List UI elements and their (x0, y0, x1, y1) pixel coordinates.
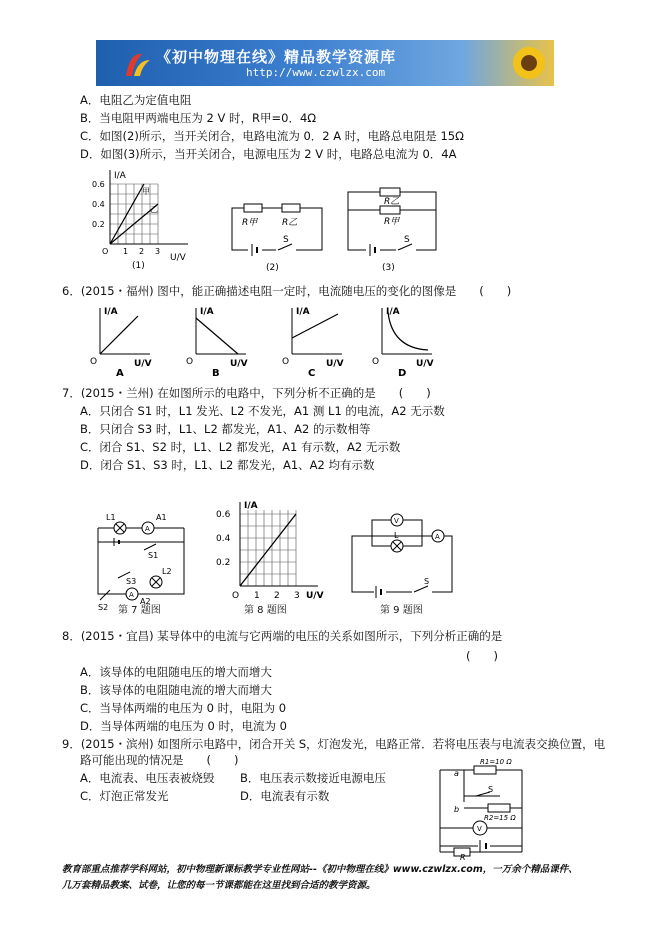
q8-figure-graph (208, 500, 338, 600)
q8-stem: 8．(2015・宜昌) 某导体中的电流与它两端的电压的关系如图所示，下列分析正确的是 (62, 629, 503, 643)
svg-text:L2: L2 (162, 567, 172, 576)
svg-text:3: 3 (294, 591, 300, 600)
banner-title: 《初中物理在线》精品教学资源库 (156, 48, 397, 66)
svg-text:U/V: U/V (230, 359, 248, 369)
q7-option-a: A．只闭合 S1 时，L1 发光、L2 不发光，A1 测 L1 的电流，A2 无示数 (80, 404, 445, 418)
svg-text:1: 1 (254, 591, 260, 600)
q7-option-d: D．闭合 S1、S3 时，L1、L2 都发光，A1、A2 均有示数 (80, 458, 375, 472)
site-logo-icon (122, 48, 152, 80)
svg-text:A1: A1 (156, 513, 167, 522)
svg-text:V: V (477, 825, 482, 833)
q6-stem: 6．(2015・福州) 图中，能正确描述电阻一定时，电流随电压的变化的图像是 ( ) (62, 284, 512, 298)
svg-text:V: V (394, 517, 399, 525)
q5-fig3-switch: S (404, 235, 410, 245)
q5-fig1-ytick: 0.6 (92, 180, 105, 189)
fig9-caption: 第 9 题图 (380, 605, 423, 616)
q9-figure-circuit-small (348, 508, 460, 600)
svg-text:B: B (212, 368, 220, 378)
svg-text:R2=15 Ω: R2=15 Ω (484, 814, 516, 822)
svg-text:U/V: U/V (326, 359, 344, 369)
footer-line1: 教育部重点推荐学科网站，初中物理新课标教学专业性网站--《初中物理在线》www.czwlzx.com，一万余个精品课件、 (62, 864, 578, 875)
svg-text:A: A (145, 525, 150, 533)
svg-text:S2: S2 (98, 603, 109, 612)
q5-option-b: B．当电阻甲两端电压为 2 V 时，R甲=0．4Ω (80, 111, 317, 125)
q6-graph-c (282, 307, 344, 378)
svg-text:S: S (424, 577, 430, 586)
q5-fig3-r2: R甲 (384, 217, 400, 227)
q5-fig1-xtick: 3 (155, 247, 161, 256)
switch-icon (100, 590, 110, 600)
q5-fig1-origin: O (102, 247, 109, 256)
q5-fig3-caption: (3) (382, 263, 395, 272)
footer-line2: 几万套精品教案、试卷，让您的每一节课都能在这里找到合适的教学资源。 (62, 880, 376, 891)
svg-text:S: S (488, 785, 494, 794)
svg-text:I/A: I/A (296, 307, 310, 317)
resistor-r2 (488, 804, 510, 812)
q5-fig1-ytick: 0.2 (92, 220, 105, 229)
svg-text:L1: L1 (106, 513, 116, 522)
resistor-yi (282, 204, 300, 212)
q6-graph-b (186, 307, 248, 378)
q7-stem: 7．(2015・兰州) 在如图所示的电路中，下列分析不正确的是 ( ) (62, 386, 431, 400)
q7-option-b: B．只闭合 S3 时，L1、L2 都发光，A1、A2 的示数相等 (80, 422, 371, 436)
banner-url[interactable]: http://www.czwlzx.com (246, 66, 386, 79)
q5-figure-2-series-circuit (226, 190, 332, 272)
q5-fig1-ylabel: I/A (114, 171, 126, 181)
svg-text:a: a (454, 769, 459, 778)
q9-option-a: A．电流表、电压表被烧毁 (80, 771, 215, 785)
svg-text:D: D (398, 368, 407, 378)
q5-figure-3-parallel-circuit (344, 182, 444, 272)
svg-text:U/V: U/V (416, 359, 434, 369)
fig7-caption: 第 7 题图 (118, 605, 161, 616)
svg-text:A: A (116, 368, 124, 378)
q6-graph-a (90, 307, 152, 378)
q5-fig1-xlabel: U/V (170, 253, 186, 263)
q8-option-b: B．该导体的电阻随电流的增大而增大 (80, 683, 272, 697)
svg-text:R1=10 Ω: R1=10 Ω (480, 758, 512, 766)
q5-fig1-grid (110, 184, 158, 244)
resistor-yi (380, 188, 400, 196)
svg-text:I/A: I/A (200, 307, 214, 317)
q8-option-d: D．当导体两端的电压为 0 时，电流为 0 (80, 719, 287, 733)
q5-fig1-label-jia: 甲 (142, 187, 150, 196)
svg-text:L: L (394, 531, 399, 540)
svg-text:0.6: 0.6 (216, 510, 231, 520)
fig8-caption: 第 8 题图 (244, 605, 287, 616)
q5-figure-1-graph (88, 166, 204, 270)
q5-fig2-r1: R甲 (242, 218, 258, 228)
sunflower-icon (510, 44, 548, 82)
svg-text:S1: S1 (148, 551, 159, 560)
q5-fig2-caption: (2) (266, 263, 279, 272)
q5-fig1-label-yi: 乙 (150, 205, 158, 214)
svg-text:O: O (232, 591, 240, 600)
svg-text:b: b (454, 805, 460, 814)
q5-option-d: D．如图(3)所示，当开关闭合，电源电压为 2 V 时，电路总电流为 0．4A (80, 147, 457, 161)
q9-stem-line1: 9．(2015・滨州) 如图所示电路中，闭合开关 S，灯泡发光，电路正常．若将电压表与电流表交换位置，电 (62, 737, 606, 751)
q8-option-a: A．该导体的电阻随电压的增大而增大 (80, 665, 272, 679)
q5-fig2-switch: S (283, 235, 289, 245)
q5-fig1-xtick: 2 (139, 247, 145, 256)
q7-option-c: C．闭合 S1、S2 时，L1、L2 都发光，A1 有示数，A2 无示数 (80, 440, 401, 454)
svg-text:O: O (90, 357, 98, 367)
switch-icon (144, 544, 156, 550)
svg-text:O: O (282, 357, 290, 367)
svg-text:I/A: I/A (386, 307, 400, 317)
q9-option-b: B．电压表示数接近电源电压 (240, 771, 386, 785)
q5-option-a: A．电阻乙为定值电阻 (80, 93, 192, 107)
q5-fig1-ytick: 0.4 (92, 200, 105, 209)
svg-text:2: 2 (274, 591, 280, 600)
q9-option-c: C．灯泡正常发光 (80, 789, 169, 803)
q8-answer-paren: ( ) (466, 649, 498, 663)
svg-text:U/V: U/V (134, 359, 152, 369)
resistor-jia (380, 206, 400, 214)
q5-fig1-caption: (1) (132, 261, 145, 270)
svg-text:0.2: 0.2 (216, 558, 231, 568)
q5-fig3-r1: R乙 (384, 197, 400, 207)
q9-figure-circuit (430, 756, 530, 860)
resistor-r1 (474, 766, 496, 774)
q8-option-c: C．当导体两端的电压为 0 时，电阻为 0 (80, 701, 287, 715)
resistor-jia (244, 204, 262, 212)
svg-text:0.4: 0.4 (216, 534, 231, 544)
svg-text:A2: A2 (140, 597, 151, 606)
q9-stem-line2: 路可能出现的情况是 ( ) (80, 753, 239, 767)
q5-fig1-xtick: 1 (123, 247, 129, 256)
svg-text:I/A: I/A (104, 307, 118, 317)
header-banner (96, 40, 554, 86)
svg-text:U/V: U/V (306, 591, 324, 600)
svg-text:C: C (308, 368, 316, 378)
svg-text:R: R (460, 853, 466, 860)
svg-text:A: A (129, 591, 134, 599)
q6-graph-options (86, 304, 436, 378)
q6-graph-d (372, 307, 434, 378)
svg-text:O: O (372, 357, 380, 367)
svg-text:S3: S3 (126, 577, 137, 586)
svg-text:A: A (435, 533, 440, 541)
q9-option-d: D．电流表有示数 (240, 789, 330, 803)
q5-fig2-r2: R乙 (282, 218, 298, 228)
svg-text:I/A: I/A (244, 501, 258, 511)
q5-option-c: C．如图(2)所示，当开关闭合，电路电流为 0．2 A 时，电路总电阻是 15Ω (80, 129, 464, 143)
svg-text:O: O (186, 357, 194, 367)
q7-figure-circuit (94, 506, 200, 618)
